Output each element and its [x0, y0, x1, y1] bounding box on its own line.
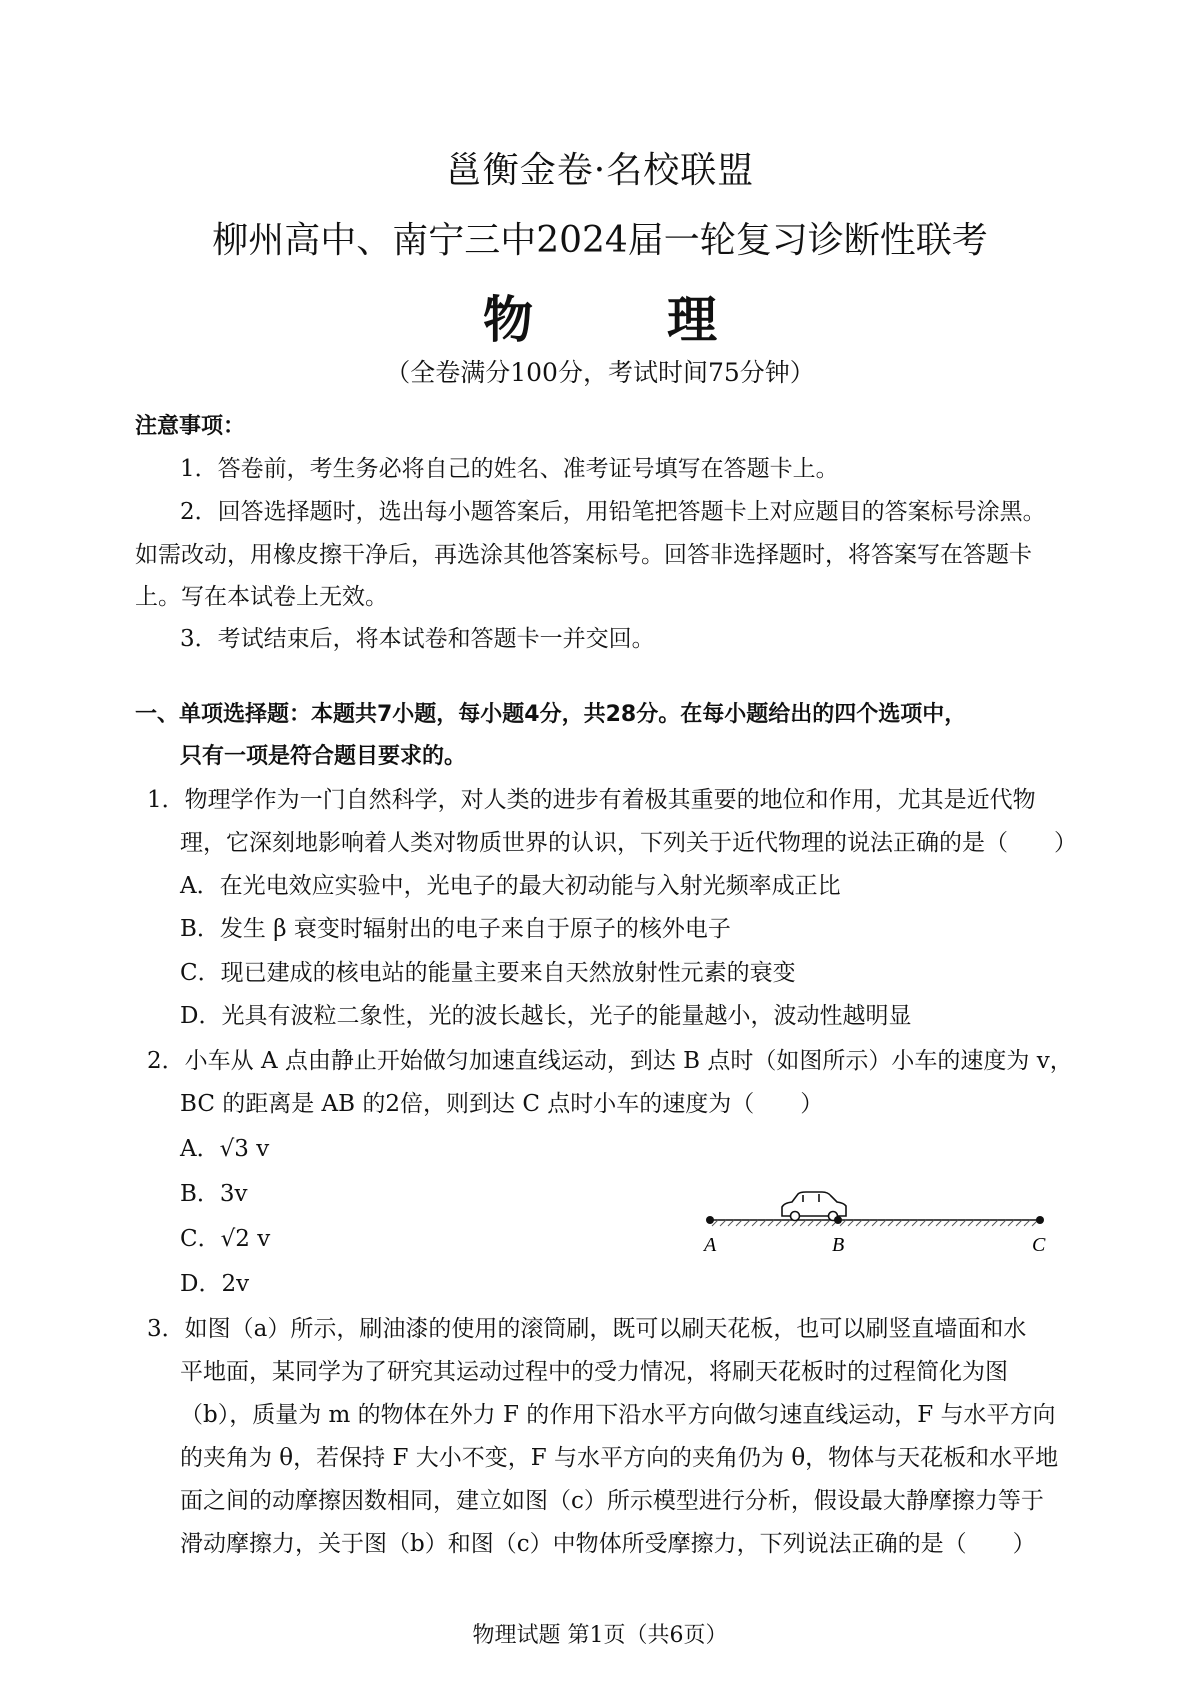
q1-stem-line-1: 1．物理学作为一门自然科学，对人类的进步有着极其重要的地位和作用，尤其是近代物: [147, 787, 1036, 813]
car-icon: [782, 1192, 846, 1221]
q2-option-c: C．√2 v: [180, 1226, 271, 1252]
q3-line-3: （b），质量为 m 的物体在外力 F 的作用下沿水平方向做匀速直线运动，F 与水平方向: [180, 1402, 1056, 1428]
q1-option-c: C．现已建成的核电站的能量主要来自天然放射性元素的衰变: [180, 960, 796, 986]
q3-line-6: 滑动摩擦力，关于图（b）和图（c）中物体所受摩擦力，下列说法正确的是（ ）: [180, 1531, 1036, 1557]
label-b: B: [832, 1234, 845, 1256]
q1-option-a: A．在光电效应实验中，光电子的最大初动能与入射光频率成正比: [180, 873, 841, 899]
section-heading: 一、单项选择题：本题共7小题，每小题4分，共28分。在每小题给出的四个选项中，: [135, 702, 967, 727]
point-a-marker: [706, 1216, 714, 1224]
exam-series-title: 邕衡金卷·名校联盟: [445, 150, 755, 191]
label-a: A: [704, 1234, 717, 1256]
q2-figure: [700, 1185, 1050, 1264]
page-footer: 物理试题 第1页（共6页）: [472, 1623, 728, 1648]
q1-option-d: D．光具有波粒二象性，光的波长越长，光子的能量越小，波动性越明显: [180, 1003, 912, 1029]
subject-title: 物 理: [483, 291, 759, 349]
q3-line-4: 的夹角为 θ，若保持 F 大小不变，F 与水平方向的夹角仍为 θ，物体与天花板和水平地: [180, 1445, 1059, 1471]
section-heading-cont: 只有一项是符合题目要求的。: [180, 744, 467, 769]
q3-line-1: 3．如图（a）所示，刷油漆的使用的滚筒刷，既可以刷天花板，也可以刷竖直墙面和水: [147, 1316, 1027, 1342]
q2-option-d: D．2v: [180, 1271, 250, 1297]
notice-line-5: 3．考试结束后，将本试卷和答题卡一并交回。: [180, 626, 655, 652]
q1-stem-line-2: 理，它深刻地影响着人类对物质世界的认识，下列关于近代物理的说法正确的是（ ）: [180, 830, 1077, 856]
notice-title: 注意事项：: [135, 414, 246, 439]
exam-title: 柳州高中、南宁三中2024届一轮复习诊断性联考: [212, 220, 988, 261]
car-track-diagram: [700, 1185, 1050, 1260]
exam-info: （全卷满分100分，考试时间75分钟）: [385, 358, 815, 387]
notice-line-4: 上。写在本试卷上无效。: [135, 584, 388, 610]
notice-line-2: 2．回答选择题时，选出每小题答案后，用铅笔把答题卡上对应题目的答案标号涂黑。: [180, 499, 1046, 525]
q2-stem-line-2: BC 的距离是 AB 的2倍，则到达 C 点时小车的速度为（ ）: [180, 1091, 824, 1117]
notice-line-3: 如需改动，用橡皮擦干净后，再选涂其他答案标号。回答非选择题时，将答案写在答题卡: [135, 542, 1032, 568]
q3-line-2: 平地面，某同学为了研究其运动过程中的受力情况，将刷天花板时的过程简化为图: [180, 1359, 1008, 1385]
q3-line-5: 面之间的动摩擦因数相同，建立如图（c）所示模型进行分析，假设最大静摩擦力等于: [180, 1488, 1044, 1514]
q2-stem-line-1: 2．小车从 A 点由静止开始做匀加速直线运动，到达 B 点时（如图所示）小车的速度为 v，: [147, 1048, 1073, 1074]
q2-option-a: A．√3 v: [180, 1136, 270, 1162]
q2-option-b: B．3v: [180, 1181, 248, 1207]
point-c-marker: [1036, 1216, 1044, 1224]
ground-hatching: [712, 1220, 1038, 1226]
notice-line-1: 1．答卷前，考生务必将自己的姓名、准考证号填写在答题卡上。: [180, 456, 839, 482]
point-b-marker: [834, 1216, 842, 1224]
label-c: C: [1032, 1234, 1046, 1256]
q1-option-b: B．发生 β 衰变时辐射出的电子来自于原子的核外电子: [180, 916, 731, 942]
